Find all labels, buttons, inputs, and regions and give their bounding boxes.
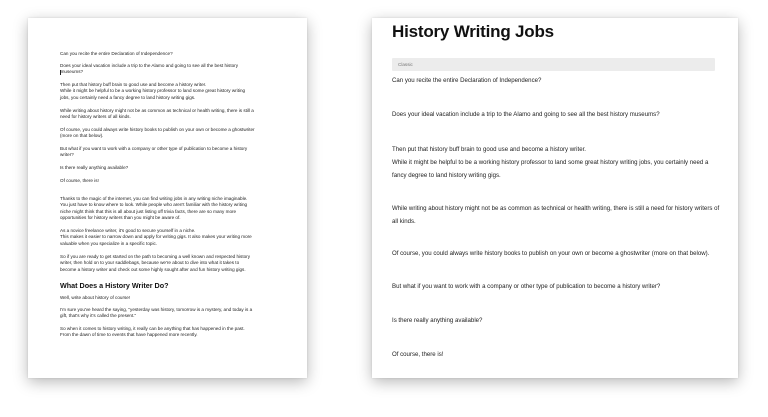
editor-paragraph[interactable]: Does your ideal vacation include a trip to the Alamo and going to see all the best history museums? — [392, 111, 660, 118]
paragraph-line: writer, then hold on to your saddlebags, because we're about to dive into what it takes to — [60, 260, 240, 266]
text-cursor — [60, 70, 61, 75]
paragraph-line: become a history writer and check out some highly sought after and fun history writing gigs. — [60, 266, 246, 272]
document-paragraph[interactable] — [60, 51, 293, 57]
paragraph-line: need for history writers of all kinds. — [60, 114, 131, 120]
document-paragraph[interactable] — [60, 254, 293, 273]
document-paragraph[interactable] — [60, 165, 293, 171]
paragraph-line: So when it comes to history writing, it really can be anything that has happened in the past. — [60, 326, 245, 331]
paragraph-line: Thanks to the magic of the internet, you can find writing jobs in any writing niche imaginable. — [60, 196, 248, 201]
paragraph-line: opportunities for history writers than you might be aware of. — [60, 214, 181, 220]
paragraph-line: This makes it easier to narrow down and apply for writing gigs. It also makes your writing more — [60, 234, 252, 240]
document-paragraph[interactable] — [60, 326, 293, 339]
document-paragraph[interactable] — [60, 307, 293, 320]
document-paragraph[interactable] — [60, 82, 293, 101]
paragraph-line: As a novice freelance writer, it's good to secure yourself in a niche. — [60, 228, 196, 233]
paragraph-line: museums? — [60, 69, 84, 75]
paragraph-line: Of course, there is! — [60, 178, 99, 183]
paragraph-line: I'm sure you've heard the saying, "yesterday was history, tomorrow is a mystery, and today is a — [60, 307, 253, 312]
editor-paragraph[interactable]: Of course, you could always write history books to publish on your own or become a ghostwriter (more on that below). — [392, 250, 710, 257]
paragraph-line: Then put that history buff brain to good use and become a history writer. — [60, 82, 207, 87]
paragraph-line: Well, write about history of course! — [60, 295, 131, 300]
editor-paragraph[interactable]: Of course, there is! — [392, 351, 444, 358]
paragraph-line: Of course, you could always write history books to publish on your own or become a ghostwriter — [60, 127, 255, 132]
document-paragraph[interactable] — [60, 228, 293, 247]
paragraph-line: writer? — [60, 152, 74, 158]
paragraph-line: gift, that's why it's called the present." — [60, 313, 137, 319]
paragraph-line: jobs, you certainly need a fancy degree to land history writing gigs. — [60, 94, 196, 100]
word-document-page — [28, 18, 307, 378]
editor-paragraph[interactable]: Is there really anything available? — [392, 317, 483, 324]
paragraph-line: But what if you want to work with a company or other type of publication to become a history — [60, 146, 248, 151]
editor-paragraph[interactable]: While it might be helpful to be a working history professor to land some great history writing jobs, you certainly need a fancy degree to land history writing gigs. — [392, 159, 709, 179]
document-paragraph[interactable] — [60, 108, 293, 121]
document-paragraph[interactable] — [60, 63, 293, 76]
paragraph-line: You just have to know where to look. While people who aren't familiar with the history writing — [60, 202, 248, 208]
editor-paragraph[interactable]: But what if you want to work with a company or other type of publication to become a history writer? — [392, 283, 661, 290]
post-title[interactable]: History Writing Jobs — [392, 22, 554, 41]
section-heading: What Does a History Writer Do? — [60, 281, 169, 290]
editor-paragraph[interactable]: Then put that history buff brain to good use and become a history writer. — [392, 146, 586, 153]
paragraph-line: So if you are ready to get started on the path to becoming a well known and respected history — [60, 254, 250, 259]
editor-paragraph[interactable]: While writing about history might not be as common as technical or health writing, there is still a need for history writers of all kinds. — [392, 205, 720, 225]
paragraph-line: While it might be helpful to be a working history professor to land some great history writing — [60, 88, 246, 94]
editor-paragraph[interactable]: Can you recite the entire Declaration of Independence? — [392, 77, 542, 84]
wordpress-editor-page — [372, 18, 738, 378]
document-paragraph[interactable] — [60, 146, 293, 159]
paragraph-line: niche might think that this is all about just listing off trivia facts, there are so many more — [60, 208, 237, 214]
document-paragraph[interactable] — [60, 196, 293, 221]
paragraph-line: Does your ideal vacation include a trip to the Alamo and going to see all the best history — [60, 63, 238, 68]
paragraph-line: From the dawn of time to events that have happened more recently. — [60, 332, 198, 338]
paragraph-line: (more on that below). — [60, 133, 104, 139]
paragraph-line: valuable when you specialize in a specific topic. — [60, 240, 158, 246]
paragraph-line: While writing about history might not be as common as technical or health writing, there is still a — [60, 108, 254, 113]
document-paragraph[interactable] — [60, 178, 293, 184]
paragraph-line: Is there really anything available? — [60, 165, 129, 170]
classic-block-toolbar[interactable] — [392, 58, 715, 71]
classic-block-label: Classic — [398, 62, 413, 67]
document-paragraph[interactable] — [60, 295, 293, 301]
document-paragraph[interactable] — [60, 127, 293, 140]
paragraph-line: Can you recite the entire Declaration of Independence? — [60, 51, 173, 56]
